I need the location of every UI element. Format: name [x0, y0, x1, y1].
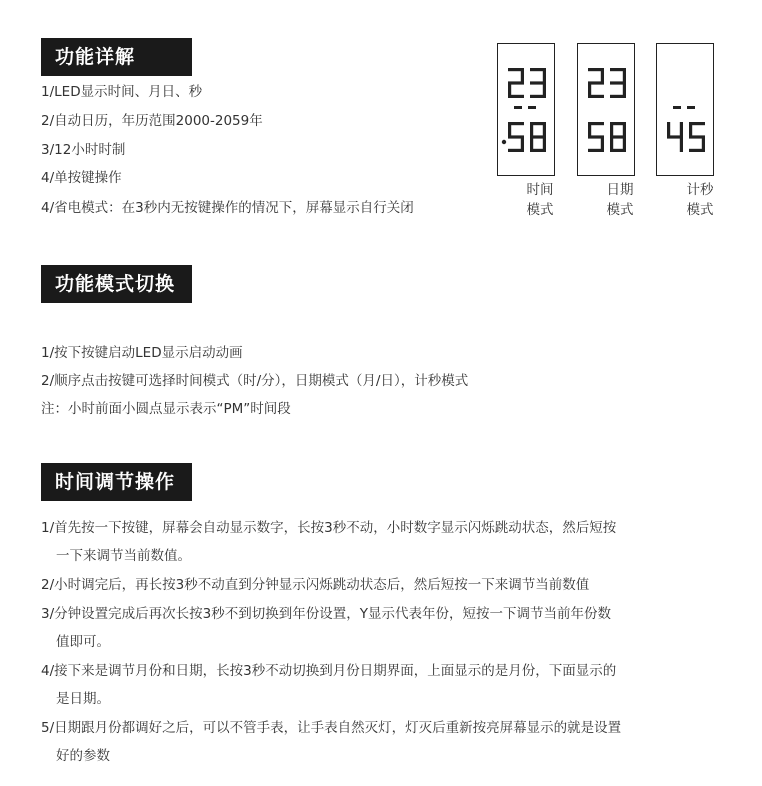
segment-e — [610, 137, 613, 152]
seconds-mode-caption — [671, 180, 729, 220]
digit-5 — [508, 122, 524, 152]
adjust-line-4-cont: 是日期。 — [56, 691, 110, 707]
separator-dash — [514, 106, 522, 109]
segment-b — [623, 68, 626, 83]
adjust-line-5: 5/日期跟月份都调好之后，可以不管手表，让手表自然灭灯，灯灭后重新按亮屏幕显示的就是设置 — [41, 720, 622, 736]
digit-8 — [610, 122, 626, 152]
display-top-digits — [508, 68, 546, 98]
display-top-digits — [588, 68, 626, 98]
caption-line: 日期 — [606, 182, 634, 198]
feature-line-1: 1/LED显示时间、月日、秒 — [41, 84, 203, 100]
digit-2 — [508, 68, 524, 98]
segment-b — [680, 122, 683, 137]
dash-indicator — [687, 106, 695, 109]
segment-f — [689, 122, 692, 137]
segment-display-date — [578, 44, 636, 177]
segment-f — [610, 122, 613, 137]
segment-f — [588, 122, 591, 137]
digit-3 — [610, 68, 626, 98]
segment-d — [689, 149, 705, 152]
caption-line: 时间 — [526, 182, 554, 198]
segment-b — [601, 68, 604, 83]
caption-line: 模式 — [606, 202, 634, 218]
caption-line: 模式 — [686, 202, 714, 218]
segment-c — [680, 137, 683, 152]
time-mode-display — [497, 43, 555, 176]
segment-d — [588, 95, 604, 98]
feature-line-5: 4/省电模式：在3秒内无按键操作的情况下，屏幕显示自行关闭 — [41, 200, 414, 216]
adjust-line-3: 3/分钟设置完成后再次长按3秒不到切换到年份设置，Y显示代表年份，短按一下调节当前年份数 — [41, 606, 611, 622]
time-mode-caption — [511, 180, 569, 220]
mode-note: 注：小时前面小圆点显示表示“PM”时间段 — [41, 401, 291, 417]
segment-g — [610, 135, 626, 138]
segment-d — [610, 95, 626, 98]
separator-dash — [528, 106, 536, 109]
date-mode-caption — [591, 180, 649, 220]
display-bottom-digits — [588, 122, 626, 152]
segment-d — [508, 149, 524, 152]
section-header-mode-switch: 功能模式切换 — [41, 265, 192, 303]
seconds-mode-display — [656, 43, 714, 176]
segment-d — [508, 95, 524, 98]
digit-8 — [530, 122, 546, 152]
date-mode-display — [577, 43, 635, 176]
digit-5 — [588, 122, 604, 152]
caption-line: 模式 — [526, 202, 554, 218]
segment-b — [543, 122, 546, 137]
caption-line: 计秒 — [686, 182, 714, 198]
feature-line-2: 2/自动日历，年历范围2000-2059年 — [41, 113, 263, 129]
adjust-line-1: 1/首先按一下按键，屏幕会自动显示数字，长按3秒不动，小时数字显示闪烁跳动状态，然后短按 — [41, 520, 617, 536]
digit-4 — [667, 122, 683, 152]
mode-line-2: 2/顺序点击按键可选择时间模式（时/分），日期模式（月/日），计秒模式 — [41, 373, 469, 389]
pm-dot-indicator — [502, 140, 506, 144]
adjust-line-4: 4/接下来是调节月份和日期，长按3秒不动切换到月份日期界面，上面显示的是月份，下面显示的 — [41, 663, 617, 679]
digit-2 — [588, 68, 604, 98]
segment-d — [588, 149, 604, 152]
segment-d — [530, 95, 546, 98]
adjust-line-3-cont: 值即可。 — [56, 634, 110, 650]
adjust-line-2: 2/小时调完后，再长按3秒不动直到分钟显示闪烁跳动状态后，然后短按一下来调节当前数值 — [41, 577, 590, 593]
mode-line-1: 1/按下按键启动LED显示启动动画 — [41, 345, 243, 361]
display-bottom-digits — [508, 122, 546, 152]
segment-b — [521, 68, 524, 83]
segment-f — [508, 122, 511, 137]
section-header-time-adjust: 时间调节操作 — [41, 463, 192, 501]
segment-f — [667, 122, 670, 137]
feature-line-3: 3/12小时时制 — [41, 142, 126, 158]
adjust-line-5-cont: 好的参数 — [56, 748, 110, 764]
segment-b — [623, 122, 626, 137]
segment-b — [543, 68, 546, 83]
display-bottom-digits — [667, 122, 705, 152]
adjust-line-1-cont: 一下来调节当前数值。 — [56, 548, 191, 564]
digit-3 — [530, 68, 546, 98]
segment-e — [530, 137, 533, 152]
segment-f — [530, 122, 533, 137]
feature-line-4: 4/单按键操作 — [41, 170, 122, 186]
segment-g — [530, 135, 546, 138]
segment-display-seconds — [657, 44, 715, 177]
segment-display-time — [498, 44, 556, 177]
section-header-features: 功能详解 — [41, 38, 192, 76]
dash-indicator — [673, 106, 681, 109]
digit-5 — [689, 122, 705, 152]
